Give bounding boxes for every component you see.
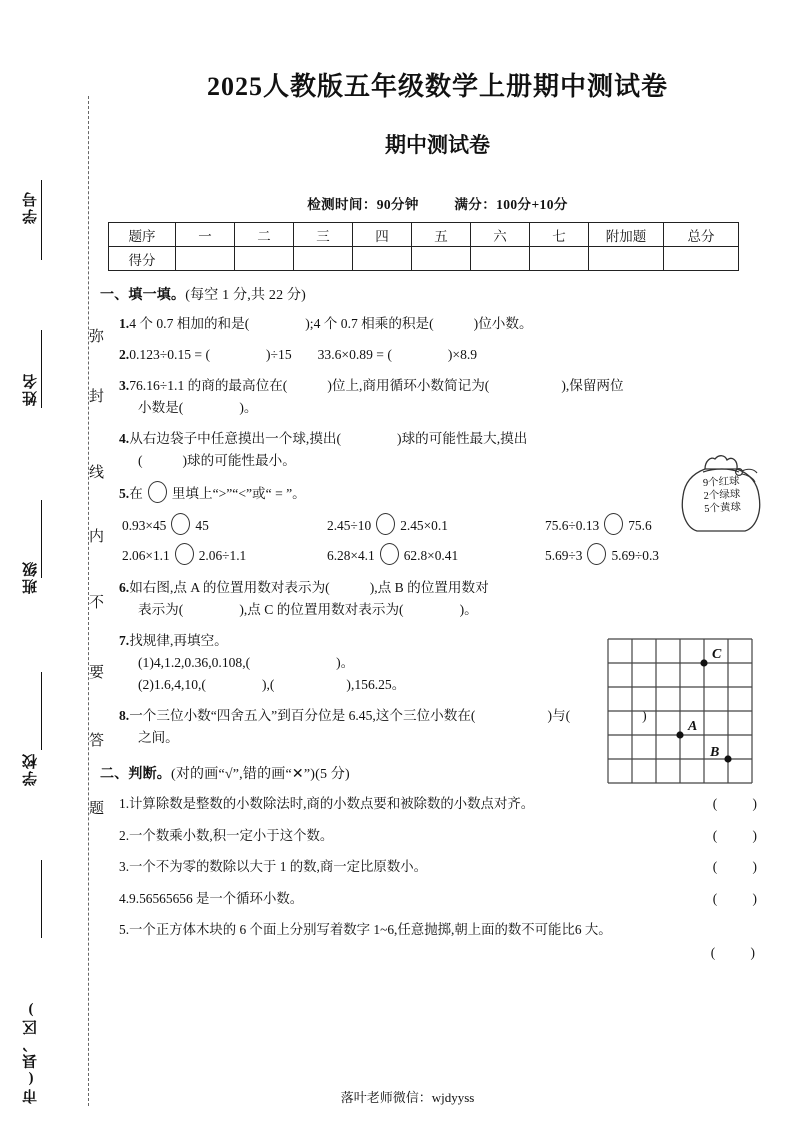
score-cell-bonus[interactable] <box>589 247 664 271</box>
page-title: 2025人教版五年级数学上册期中测试卷 <box>206 72 668 101</box>
page-subtitle: 期中测试卷 <box>385 133 490 157</box>
question-7-line-1 <box>119 652 590 674</box>
section-1-heading <box>100 284 775 304</box>
comparison-item <box>122 513 327 535</box>
question-8-number: 8. <box>119 708 130 724</box>
question-2-text-b: )÷15 <box>266 347 292 363</box>
tf-item-5 <box>100 919 775 964</box>
comparison-item <box>545 543 659 565</box>
comparison-left: 75.6÷0.13 <box>545 518 600 534</box>
tf-item-4-text: 9.56565656 是一个循环小数。 <box>129 890 304 906</box>
question-2-text-d: )×8.9 <box>447 347 478 363</box>
question-8-text-d: 之间。 <box>138 730 179 746</box>
score-cell-7[interactable] <box>530 247 589 271</box>
score-cell-5[interactable] <box>412 247 471 271</box>
tf-item-2 <box>100 825 775 846</box>
score-table-col-3: 三 <box>294 223 353 247</box>
score-table-col-7: 七 <box>530 223 589 247</box>
question-3-text-a: 76.16÷1.1 的商的最高位在( <box>129 378 288 394</box>
comparison-right: 5.69÷0.3 <box>611 548 660 564</box>
tf-answer-paren[interactable]: ( ) <box>712 827 773 843</box>
grid-point-B <box>724 755 731 762</box>
question-6-number: 6. <box>119 580 130 596</box>
comparison-right: 62.8×0.41 <box>403 548 459 564</box>
tf-item-1-text: 计算除数是整数的小数除法时,商的小数点要和被除数的小数点对齐。 <box>129 796 535 812</box>
question-7-text-1b: )。 <box>336 655 355 671</box>
score-cell-2[interactable] <box>235 247 294 271</box>
section-2-note: (对的画“√”,错的画“✕”)(5 分) <box>171 767 350 783</box>
tf-item-2-number: 2. <box>119 827 130 843</box>
score-table <box>108 222 739 271</box>
score-cell-3[interactable] <box>294 247 353 271</box>
exam-total-label: 满分：100分+10分 <box>454 197 568 212</box>
question-4-text-a: 从右边袋子中任意摸出一个球,摸出( <box>129 431 342 447</box>
seal-divider-line-5 <box>41 860 42 938</box>
comparison-item <box>327 513 545 535</box>
seal-divider-line-4 <box>41 672 42 750</box>
comparison-circle[interactable] <box>175 543 194 565</box>
question-7-text-2b: ),( <box>261 677 275 693</box>
comparison-left: 6.28×4.1 <box>327 548 375 564</box>
comparison-row-2 <box>100 543 775 565</box>
question-2-text-c: 33.6×0.89 = ( <box>317 347 392 363</box>
comparison-circle[interactable] <box>604 513 623 535</box>
comparison-circle[interactable] <box>171 513 190 535</box>
comparison-right: 75.6 <box>628 518 652 534</box>
question-8-text-a: 一个三位小数“四舍五入”到百分位是 6.45,这个三位小数在( <box>129 708 476 724</box>
section-1-title: 一、填一填。 <box>100 288 186 303</box>
footer-watermark: 落叶老师微信：wjdyyss <box>340 1090 475 1105</box>
tf-item-5-number: 5. <box>119 921 130 937</box>
tf-item-3-text: 一个不为零的数除以大于 1 的数,商一定比原数小。 <box>129 859 427 875</box>
seal-char-3: 线 <box>87 464 103 479</box>
score-cell-6[interactable] <box>471 247 530 271</box>
score-table-col-total: 总分 <box>664 223 739 247</box>
coordinate-grid-figure <box>606 636 761 796</box>
question-4-text-c: ( <box>138 453 143 469</box>
question-6-text-b: ),点 B 的位置用数对 <box>369 580 489 596</box>
score-table-col-1: 一 <box>176 223 235 247</box>
table-row <box>109 223 739 247</box>
tf-item-4 <box>100 888 775 909</box>
tf-answer-paren[interactable]: ( ) <box>712 859 773 875</box>
exam-meta <box>100 193 775 213</box>
question-5 <box>100 481 775 505</box>
question-2-text-a: 0.123÷0.15 = ( <box>129 347 211 363</box>
score-cell-4[interactable] <box>353 247 412 271</box>
comparison-item <box>545 513 652 535</box>
question-1 <box>100 313 775 335</box>
question-4-text-b: )球的可能性最大,摸出 <box>397 431 528 447</box>
seal-char-4: 内 <box>87 528 103 543</box>
tf-item-1-number: 1. <box>119 796 130 812</box>
comparison-right: 45 <box>195 518 209 534</box>
sidebar-label-student-id: 学号 <box>23 190 39 224</box>
score-table-row-label-1: 得分 <box>109 247 176 271</box>
question-8-text-c: ) <box>642 708 647 724</box>
question-3-text-c: ),保留两位 <box>561 378 624 394</box>
bag-text-block <box>683 475 761 517</box>
tf-answer-paren[interactable]: ( ) <box>712 796 773 812</box>
tf-item-1 <box>100 793 775 814</box>
score-table-row-label-0: 题序 <box>109 223 176 247</box>
question-6-text-d: ),点 C 的位置用数对表示为( <box>239 602 404 618</box>
seal-char-8: 题 <box>87 800 103 815</box>
comparison-left: 5.69÷3 <box>545 548 583 564</box>
question-3-text-b: )位上,商用循环小数简记为( <box>327 378 490 394</box>
tf-item-3 <box>100 856 775 877</box>
question-5-text-b: 里填上“>”“<”或“ = ”。 <box>171 486 306 502</box>
question-1-number: 1. <box>119 316 130 331</box>
question-1-text-b: );4 个 0.7 相乘的积是( <box>305 316 434 331</box>
comparison-item <box>122 543 327 565</box>
tf-answer-paren[interactable]: ( ) <box>710 945 771 961</box>
question-3-text-d: 小数是( <box>138 400 184 416</box>
question-7-text-2a: (2)1.6,4,10,( <box>138 677 206 693</box>
comparison-item <box>327 543 545 565</box>
question-6-line2 <box>119 599 590 621</box>
comparison-left: 0.93×45 <box>122 518 167 534</box>
question-5-number: 5. <box>119 486 130 502</box>
bag-line-2: 2个绿球 <box>703 488 741 502</box>
score-table-col-6: 六 <box>471 223 530 247</box>
bag-line-3: 5个黄球 <box>703 501 742 515</box>
grid-point-C-label: C <box>712 647 722 662</box>
comparison-left: 2.06×1.1 <box>122 548 170 564</box>
question-2-number: 2. <box>119 347 130 363</box>
seal-char-7: 答 <box>87 732 103 747</box>
comparison-left: 2.45÷10 <box>327 518 372 534</box>
seal-char-6: 要 <box>87 664 103 679</box>
question-1-text-c: )位小数。 <box>473 316 533 331</box>
score-cell-total[interactable] <box>664 247 739 271</box>
question-6-text-c: 表示为( <box>138 602 184 618</box>
comparison-circle[interactable] <box>376 513 395 535</box>
exam-time-label: 检测时间：90分钟 <box>307 197 419 212</box>
question-5-text-a: 在 <box>129 486 143 502</box>
comparison-circle[interactable] <box>587 543 606 565</box>
comparison-right: 2.45×0.1 <box>400 518 448 534</box>
question-3 <box>100 375 775 419</box>
score-table-col-2: 二 <box>235 223 294 247</box>
table-row <box>109 247 739 271</box>
section-1-note: (每空 1 分,共 22 分) <box>185 288 307 303</box>
question-4 <box>100 428 775 472</box>
seal-char-5: 不 <box>87 594 103 609</box>
sidebar-label-school: 学校 <box>23 752 39 786</box>
grid-point-B-label: B <box>710 745 720 760</box>
grid-point-A-label: A <box>688 719 698 734</box>
question-4-number: 4. <box>119 431 130 447</box>
comparison-right: 2.06÷1.1 <box>198 548 247 564</box>
tf-item-3-number: 3. <box>119 859 130 875</box>
question-2 <box>100 344 775 366</box>
question-4-line2 <box>119 450 650 472</box>
question-8-text-b: )与( <box>547 708 571 724</box>
section-2-title: 二、判断。 <box>100 767 171 783</box>
score-table-col-4: 四 <box>353 223 412 247</box>
question-7-number: 7. <box>119 633 130 649</box>
grid-point-C <box>700 659 707 666</box>
question-7-title: 找规律,再填空。 <box>129 633 228 649</box>
grid-point-A <box>676 731 683 738</box>
sidebar-label-city-district: 市(县、区) <box>23 1000 39 1104</box>
question-3-text-e: )。 <box>239 400 258 416</box>
seal-char-2: 封 <box>87 388 103 403</box>
comparison-circle[interactable] <box>148 481 167 503</box>
seal-char-1: 弥 <box>87 328 103 343</box>
question-1-text-a: 4 个 0.7 相加的和是( <box>129 316 250 331</box>
tf-answer-paren[interactable]: ( ) <box>712 890 773 906</box>
question-4-text-d: )球的可能性最小。 <box>182 453 296 469</box>
question-3-line2 <box>119 397 775 419</box>
score-cell-1[interactable] <box>176 247 235 271</box>
question-7-text-1a: (1)4,1.2,0.36,0.108,( <box>138 655 251 671</box>
score-table-col-5: 五 <box>412 223 471 247</box>
question-6-text-a: 如右图,点 A 的位置用数对表示为( <box>129 580 330 596</box>
question-7-text-2c: ),156.25。 <box>346 677 406 693</box>
question-6-text-e: )。 <box>459 602 478 618</box>
comparison-row-1 <box>100 513 775 535</box>
tf-item-5-text: 一个正方体木块的 6 个面上分别写着数字 1~6,任意抛掷,朝上面的数不可能比6 大。 <box>129 921 612 937</box>
coordinate-grid-svg <box>606 636 761 796</box>
sidebar-label-class: 班级 <box>23 560 39 594</box>
question-6 <box>100 577 775 621</box>
tf-item-2-text: 一个数乘小数,积一定小于这个数。 <box>129 827 334 843</box>
question-7-line-2 <box>119 674 590 696</box>
score-table-col-bonus: 附加题 <box>589 223 664 247</box>
comparison-circle[interactable] <box>380 543 399 565</box>
tf-item-4-number: 4. <box>119 890 130 906</box>
paper-body <box>100 0 775 1122</box>
question-3-number: 3. <box>119 378 130 394</box>
sidebar-label-name: 姓名 <box>23 372 39 406</box>
bag-line-1: 9个红球 <box>702 476 740 489</box>
ball-bag-illustration <box>675 452 767 536</box>
